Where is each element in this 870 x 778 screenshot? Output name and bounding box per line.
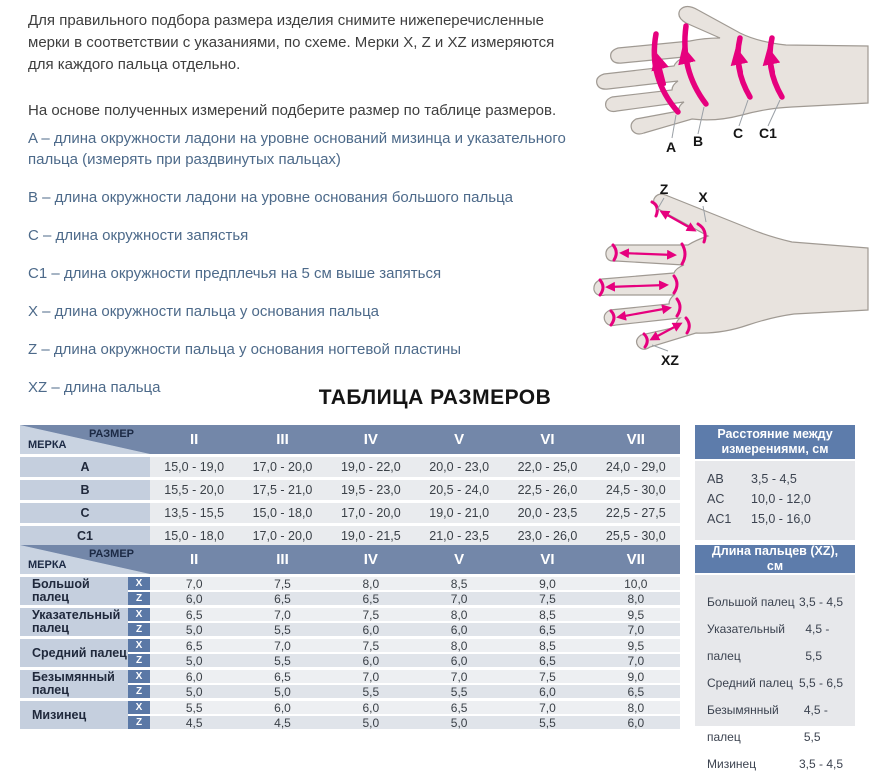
finger-label: Мизинец <box>20 701 128 729</box>
mark-label-x: X <box>698 189 708 205</box>
size-col-vi: VI <box>540 551 555 568</box>
definition-c: C – длина окружности запястья <box>28 227 249 244</box>
band-label-a: A <box>665 139 677 155</box>
table-cell: 7,5 <box>238 577 326 590</box>
table-cell: 5,0 <box>150 685 238 698</box>
z-badge: Z <box>128 654 150 667</box>
size-col-iv: IV <box>363 431 378 448</box>
x-badge: X <box>128 639 150 652</box>
corner-cell <box>20 545 150 574</box>
table-cell: 17,5 - 21,0 <box>238 480 326 500</box>
mark-label-xz: XZ <box>661 352 679 368</box>
definition-x: X – длина окружности пальца у основания пальца <box>28 303 380 320</box>
intro-paragraph-2: На основе полученных измерений подберите размер по таблице размеров. <box>28 102 557 119</box>
distance-value: 10,0 - 12,0 <box>751 492 811 506</box>
table-cell: 15,0 - 18,0 <box>238 503 326 523</box>
table-cell: 6,5 <box>238 670 326 683</box>
table-cell: 8,0 <box>592 701 680 714</box>
definition-z: Z – длина окружности пальца у основания ногтевой пластины <box>28 341 462 358</box>
corner-razmer-label: РАЗМЕР <box>88 548 134 560</box>
table-cell: 5,0 <box>415 716 503 729</box>
distance-table-title: Расстояние между измерениями, см <box>695 425 855 459</box>
hand-silhouette <box>597 7 868 135</box>
size-col-iii: III <box>276 431 289 448</box>
distance-row <box>707 489 843 509</box>
table-cell: 15,0 - 19,0 <box>150 457 238 477</box>
z-row <box>128 623 680 636</box>
table-cell: 6,5 <box>150 608 238 621</box>
finger-name: Мизинец <box>707 757 757 771</box>
table-cell: 8,0 <box>415 639 503 652</box>
z-row <box>128 716 680 729</box>
distance-table-body <box>695 461 855 540</box>
finger-length-table <box>695 544 855 771</box>
table-cell: 6,0 <box>150 670 238 683</box>
finger-length-value: 4,5 - 5,5 <box>803 703 828 744</box>
table-row-a <box>20 457 680 477</box>
z-badge: Z <box>128 685 150 698</box>
table-cell: 6,0 <box>415 623 503 636</box>
table-cell: 6,5 <box>503 654 591 667</box>
x-badge: X <box>128 608 150 621</box>
band-label-c: C <box>732 125 744 141</box>
size-col-vii: VII <box>626 431 645 448</box>
table-cell: 24,5 - 30,0 <box>592 480 680 500</box>
table-cell: 9,0 <box>503 577 591 590</box>
table-cell: 9,0 <box>592 670 680 683</box>
size-col-v: V <box>454 431 465 448</box>
table-cell: 6,0 <box>415 654 503 667</box>
table-cell: 6,5 <box>592 685 680 698</box>
z-row <box>128 654 680 667</box>
table-cell: 8,0 <box>327 577 415 590</box>
finger-name: Большой палец <box>707 595 795 609</box>
finger-length-body <box>695 575 855 771</box>
table-cell: 17,0 - 20,0 <box>327 503 415 523</box>
table-cell: 5,0 <box>150 623 238 636</box>
table-cell: 5,0 <box>238 685 326 698</box>
table-cell: 24,0 - 29,0 <box>592 457 680 477</box>
finger-table-header <box>20 545 680 574</box>
distance-value: 3,5 - 4,5 <box>751 472 797 486</box>
size-col-ii: II <box>189 431 199 448</box>
z-badge: Z <box>128 592 150 605</box>
table-cell: 8,0 <box>592 592 680 605</box>
table-cell: 5,5 <box>503 716 591 729</box>
table-cell: 22,5 - 26,0 <box>503 480 591 500</box>
definition-b: B – длина окружности ладони на уровне основания большого пальца <box>28 189 514 206</box>
table-cell: 8,0 <box>415 608 503 621</box>
distance-label: AB <box>707 472 724 486</box>
finger-group-middle <box>20 639 680 667</box>
table-cell: 6,0 <box>327 654 415 667</box>
table-cell: 6,5 <box>327 592 415 605</box>
finger-length-row <box>707 751 843 778</box>
finger-group-index <box>20 608 680 636</box>
table-cell: 6,5 <box>150 639 238 652</box>
size-col-vi: VI <box>540 431 555 448</box>
finger-label: Большой палец <box>20 577 128 605</box>
table-cell: 7,0 <box>592 654 680 667</box>
x-badge: X <box>128 577 150 590</box>
table-cell: 7,0 <box>327 670 415 683</box>
intro-text <box>28 10 584 146</box>
finger-length-title: Длина пальцев (XZ), см <box>695 545 855 573</box>
x-badge: X <box>128 701 150 714</box>
band-label-c1: C1 <box>759 125 777 141</box>
finger-length-value: 3,5 - 4,5 <box>798 595 843 609</box>
intro-paragraph-1: Для правильного подбора размера изделия снимите нижеперечисленные мерки в соответствии с указаниями, по схеме. Мерки X, Z и XZ измеряются для каждого пальца отдельно. <box>28 12 555 73</box>
z-row <box>128 592 680 605</box>
table-row-c1 <box>20 526 680 546</box>
definition-xz: XZ – длина пальца <box>28 379 161 396</box>
finger-label: Указательный палец <box>20 608 128 636</box>
x-row <box>128 670 680 683</box>
table-cell: 5,5 <box>150 701 238 714</box>
row-label: C1 <box>20 526 150 546</box>
table-cell: 22,5 - 27,5 <box>592 503 680 523</box>
table-cell: 17,0 - 20,0 <box>238 457 326 477</box>
row-label: A <box>20 457 150 477</box>
size-table-title: ТАБЛИЦА РАЗМЕРОВ <box>318 386 552 409</box>
table-cell: 7,0 <box>415 592 503 605</box>
hand-silhouette <box>594 194 868 349</box>
table-cell: 6,0 <box>238 701 326 714</box>
table-cell: 8,5 <box>415 577 503 590</box>
x-row <box>128 701 680 714</box>
table-cell: 5,5 <box>238 654 326 667</box>
size-table-header <box>20 425 680 454</box>
table-cell: 23,0 - 26,0 <box>503 526 591 546</box>
table-cell: 25,5 - 30,0 <box>592 526 680 546</box>
distance-row <box>707 509 843 529</box>
table-cell: 7,5 <box>503 670 591 683</box>
table-cell: 5,5 <box>238 623 326 636</box>
table-cell: 7,5 <box>327 608 415 621</box>
table-cell: 7,0 <box>415 670 503 683</box>
definition-a: A – длина окружности ладони на уровне оснований мизинца и указательного пальца (измерять при раздвинутых пальцах) <box>28 130 566 168</box>
table-cell: 7,5 <box>327 639 415 652</box>
table-cell: 13,5 - 15,5 <box>150 503 238 523</box>
finger-length-value: 3,5 - 4,5 <box>798 757 843 771</box>
table-cell: 5,5 <box>415 685 503 698</box>
table-cell: 7,0 <box>592 623 680 636</box>
table-cell: 7,0 <box>238 608 326 621</box>
table-cell: 4,5 <box>150 716 238 729</box>
distance-label: AC1 <box>707 512 732 526</box>
corner-razmer-label: РАЗМЕР <box>88 428 134 440</box>
table-cell: 20,0 - 23,0 <box>415 457 503 477</box>
distance-row <box>707 469 843 489</box>
table-cell: 17,0 - 20,0 <box>238 526 326 546</box>
row-label: B <box>20 480 150 500</box>
table-cell: 9,5 <box>592 608 680 621</box>
size-col-vii: VII <box>626 551 645 568</box>
finger-length-value: 5,5 - 6,5 <box>798 676 843 690</box>
table-cell: 19,0 - 21,0 <box>415 503 503 523</box>
table-cell: 8,5 <box>503 639 591 652</box>
mark-label-z: Z <box>659 181 669 197</box>
finger-label: Безымянный палец <box>20 670 128 698</box>
size-table <box>20 425 680 546</box>
finger-length-row <box>707 697 843 751</box>
table-cell: 6,0 <box>150 592 238 605</box>
table-cell: 19,0 - 21,5 <box>327 526 415 546</box>
table-row-b <box>20 480 680 500</box>
table-cell: 15,0 - 18,0 <box>150 526 238 546</box>
finger-table <box>20 545 680 729</box>
table-cell: 6,5 <box>503 623 591 636</box>
finger-group-ring <box>20 670 680 698</box>
size-col-iii: III <box>276 551 289 568</box>
table-cell: 6,5 <box>415 701 503 714</box>
table-cell: 6,5 <box>238 592 326 605</box>
table-cell: 21,0 - 23,5 <box>415 526 503 546</box>
table-cell: 5,0 <box>327 716 415 729</box>
x-row <box>128 577 680 590</box>
table-cell: 22,0 - 25,0 <box>503 457 591 477</box>
finger-name: Указательный палец <box>707 622 785 663</box>
finger-label: Средний палец <box>20 639 128 667</box>
distance-value: 15,0 - 16,0 <box>751 512 811 526</box>
table-cell: 19,0 - 22,0 <box>327 457 415 477</box>
table-cell: 7,0 <box>503 701 591 714</box>
z-badge: Z <box>128 716 150 729</box>
table-cell: 7,5 <box>503 592 591 605</box>
corner-merka-label: МЕРКА <box>28 439 67 451</box>
table-cell: 6,0 <box>503 685 591 698</box>
size-col-iv: IV <box>363 551 378 568</box>
z-row <box>128 685 680 698</box>
size-col-v: V <box>454 551 465 568</box>
finger-measurement-diagram <box>586 166 870 371</box>
finger-group-thumb <box>20 577 680 605</box>
finger-length-row <box>707 616 843 670</box>
finger-name: Безымянный палец <box>707 703 779 744</box>
x-row <box>128 608 680 621</box>
measurement-definitions <box>28 128 603 415</box>
table-cell: 6,0 <box>327 623 415 636</box>
finger-length-value: 4,5 - 5,5 <box>805 622 830 663</box>
finger-group-pinky <box>20 701 680 729</box>
table-cell: 15,5 - 20,0 <box>150 480 238 500</box>
definition-c1: C1 – длина окружности предплечья на 5 см выше запяться <box>28 265 442 282</box>
table-cell: 20,0 - 23,5 <box>503 503 591 523</box>
table-cell: 5,0 <box>150 654 238 667</box>
table-cell: 7,0 <box>238 639 326 652</box>
table-cell: 19,5 - 23,0 <box>327 480 415 500</box>
table-cell: 6,0 <box>327 701 415 714</box>
table-row-c <box>20 503 680 523</box>
table-cell: 7,0 <box>150 577 238 590</box>
x-badge: X <box>128 670 150 683</box>
x-row <box>128 639 680 652</box>
table-cell: 20,5 - 24,0 <box>415 480 503 500</box>
z-badge: Z <box>128 623 150 636</box>
table-cell: 4,5 <box>238 716 326 729</box>
distance-label: AC <box>707 492 725 506</box>
table-cell: 6,0 <box>592 716 680 729</box>
size-col-ii: II <box>189 551 199 568</box>
finger-length-row <box>707 589 843 616</box>
table-cell: 5,5 <box>327 685 415 698</box>
table-cell: 8,5 <box>503 608 591 621</box>
hand-circumference-diagram <box>586 0 870 166</box>
finger-length-row <box>707 670 843 697</box>
corner-cell <box>20 425 150 454</box>
finger-name: Средний палец <box>707 676 793 690</box>
table-cell: 9,5 <box>592 639 680 652</box>
distance-table <box>695 425 855 540</box>
row-label: C <box>20 503 150 523</box>
table-cell: 10,0 <box>592 577 680 590</box>
band-label-b: B <box>692 133 704 149</box>
corner-merka-label: МЕРКА <box>28 559 67 571</box>
